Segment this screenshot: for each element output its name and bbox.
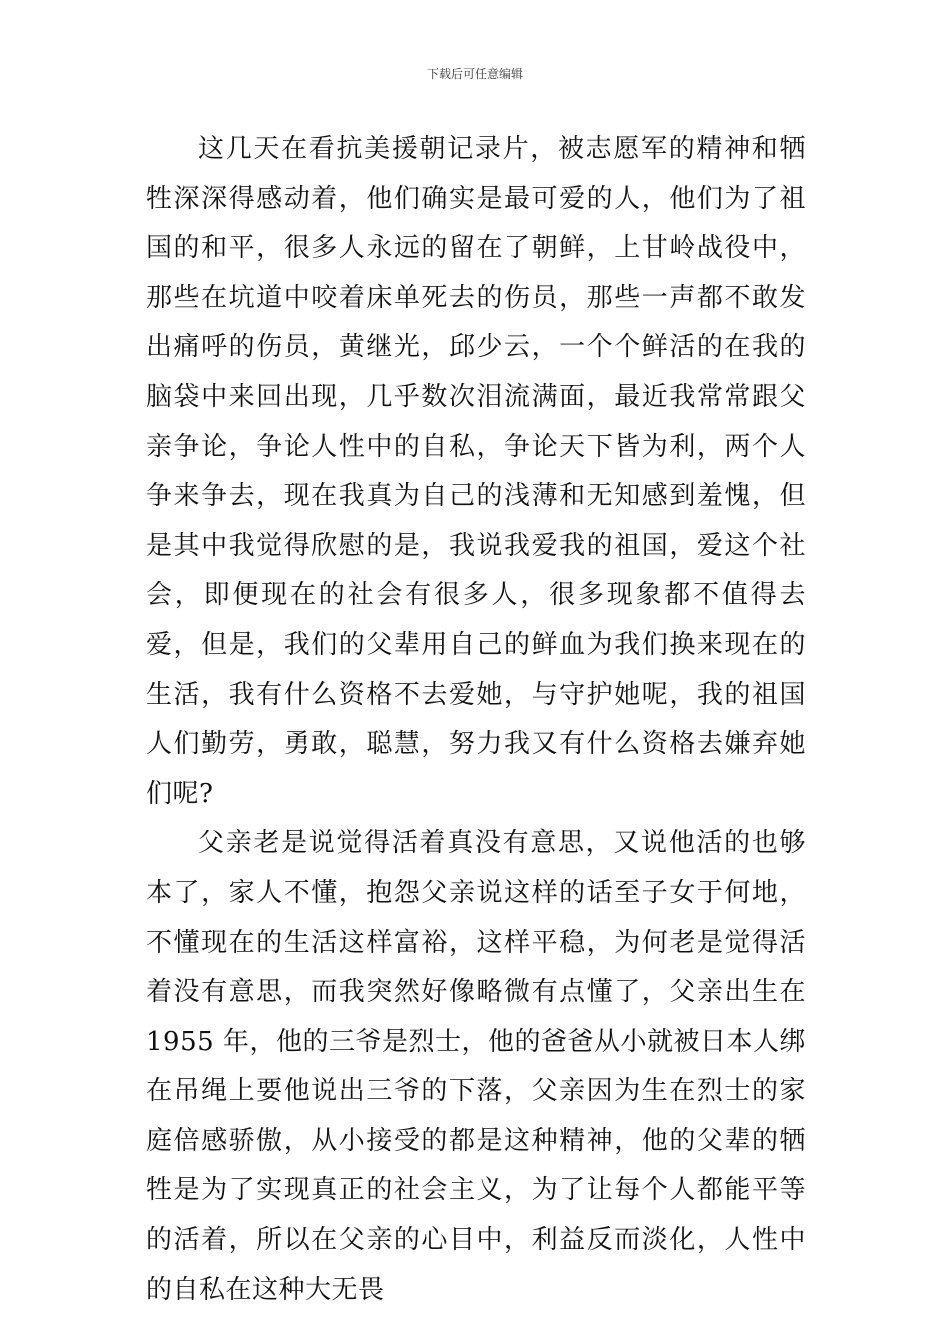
- paragraph-1: 这几天在看抗美援朝记录片，被志愿军的精神和牺牲深深得感动着，他们确实是最可爱的人，他们为了祖国的和平，很多人永远的留在了朝鲜，上甘岭战役中，那些在坑道中咬着床单死去的伤员，那些一声都不敢发出痛呼的伤员，黄继光，邱少云，一个个鲜活的在我的脑袋中来回出现，几乎数次泪流满面，最近我常常跟父亲争论，争论人性中的自私，争论天下皆为利，两个人争来争去，现在我真为自己的浅薄和无知感到羞愧，但是其中我觉得欣慰的是，我说我爱我的祖国，爱这个社会，即便现在的社会有很多人，很多现象都不值得去爱，但是，我们的父辈用自己的鲜血为我们换来现在的生活，我有什么资格不去爱她，与守护她呢，我的祖国人们勤劳，勇敢，聪慧，努力我又有什么资格去嫌弃她们呢?: [146, 134, 806, 809]
- paragraph-2: 父亲老是说觉得活着真没有意思，又说他活的也够本了，家人不懂，抱怨父亲说这样的话至子女于何地，不懂现在的生活这样富裕，这样平稳，为何老是觉得活着没有意思，而我突然好像略微有点懂了，父亲出生在 1955 年，他的三爷是烈士，他的爸爸从小就被日本人绑在吊绳上要他说出三爷的下落，父亲因为生在烈士的家庭倍感骄傲，从小接受的都是这种精神，他的父辈的牺牲是为了实现真正的社会主义，为了让每个人都能平等的活着，所以在父亲的心目中，利益反而淡化，人性中的自私在这种大无畏: [146, 828, 806, 1305]
- page-header-note: 下载后可任意编辑: [426, 67, 523, 81]
- document-body: [146, 125, 806, 1315]
